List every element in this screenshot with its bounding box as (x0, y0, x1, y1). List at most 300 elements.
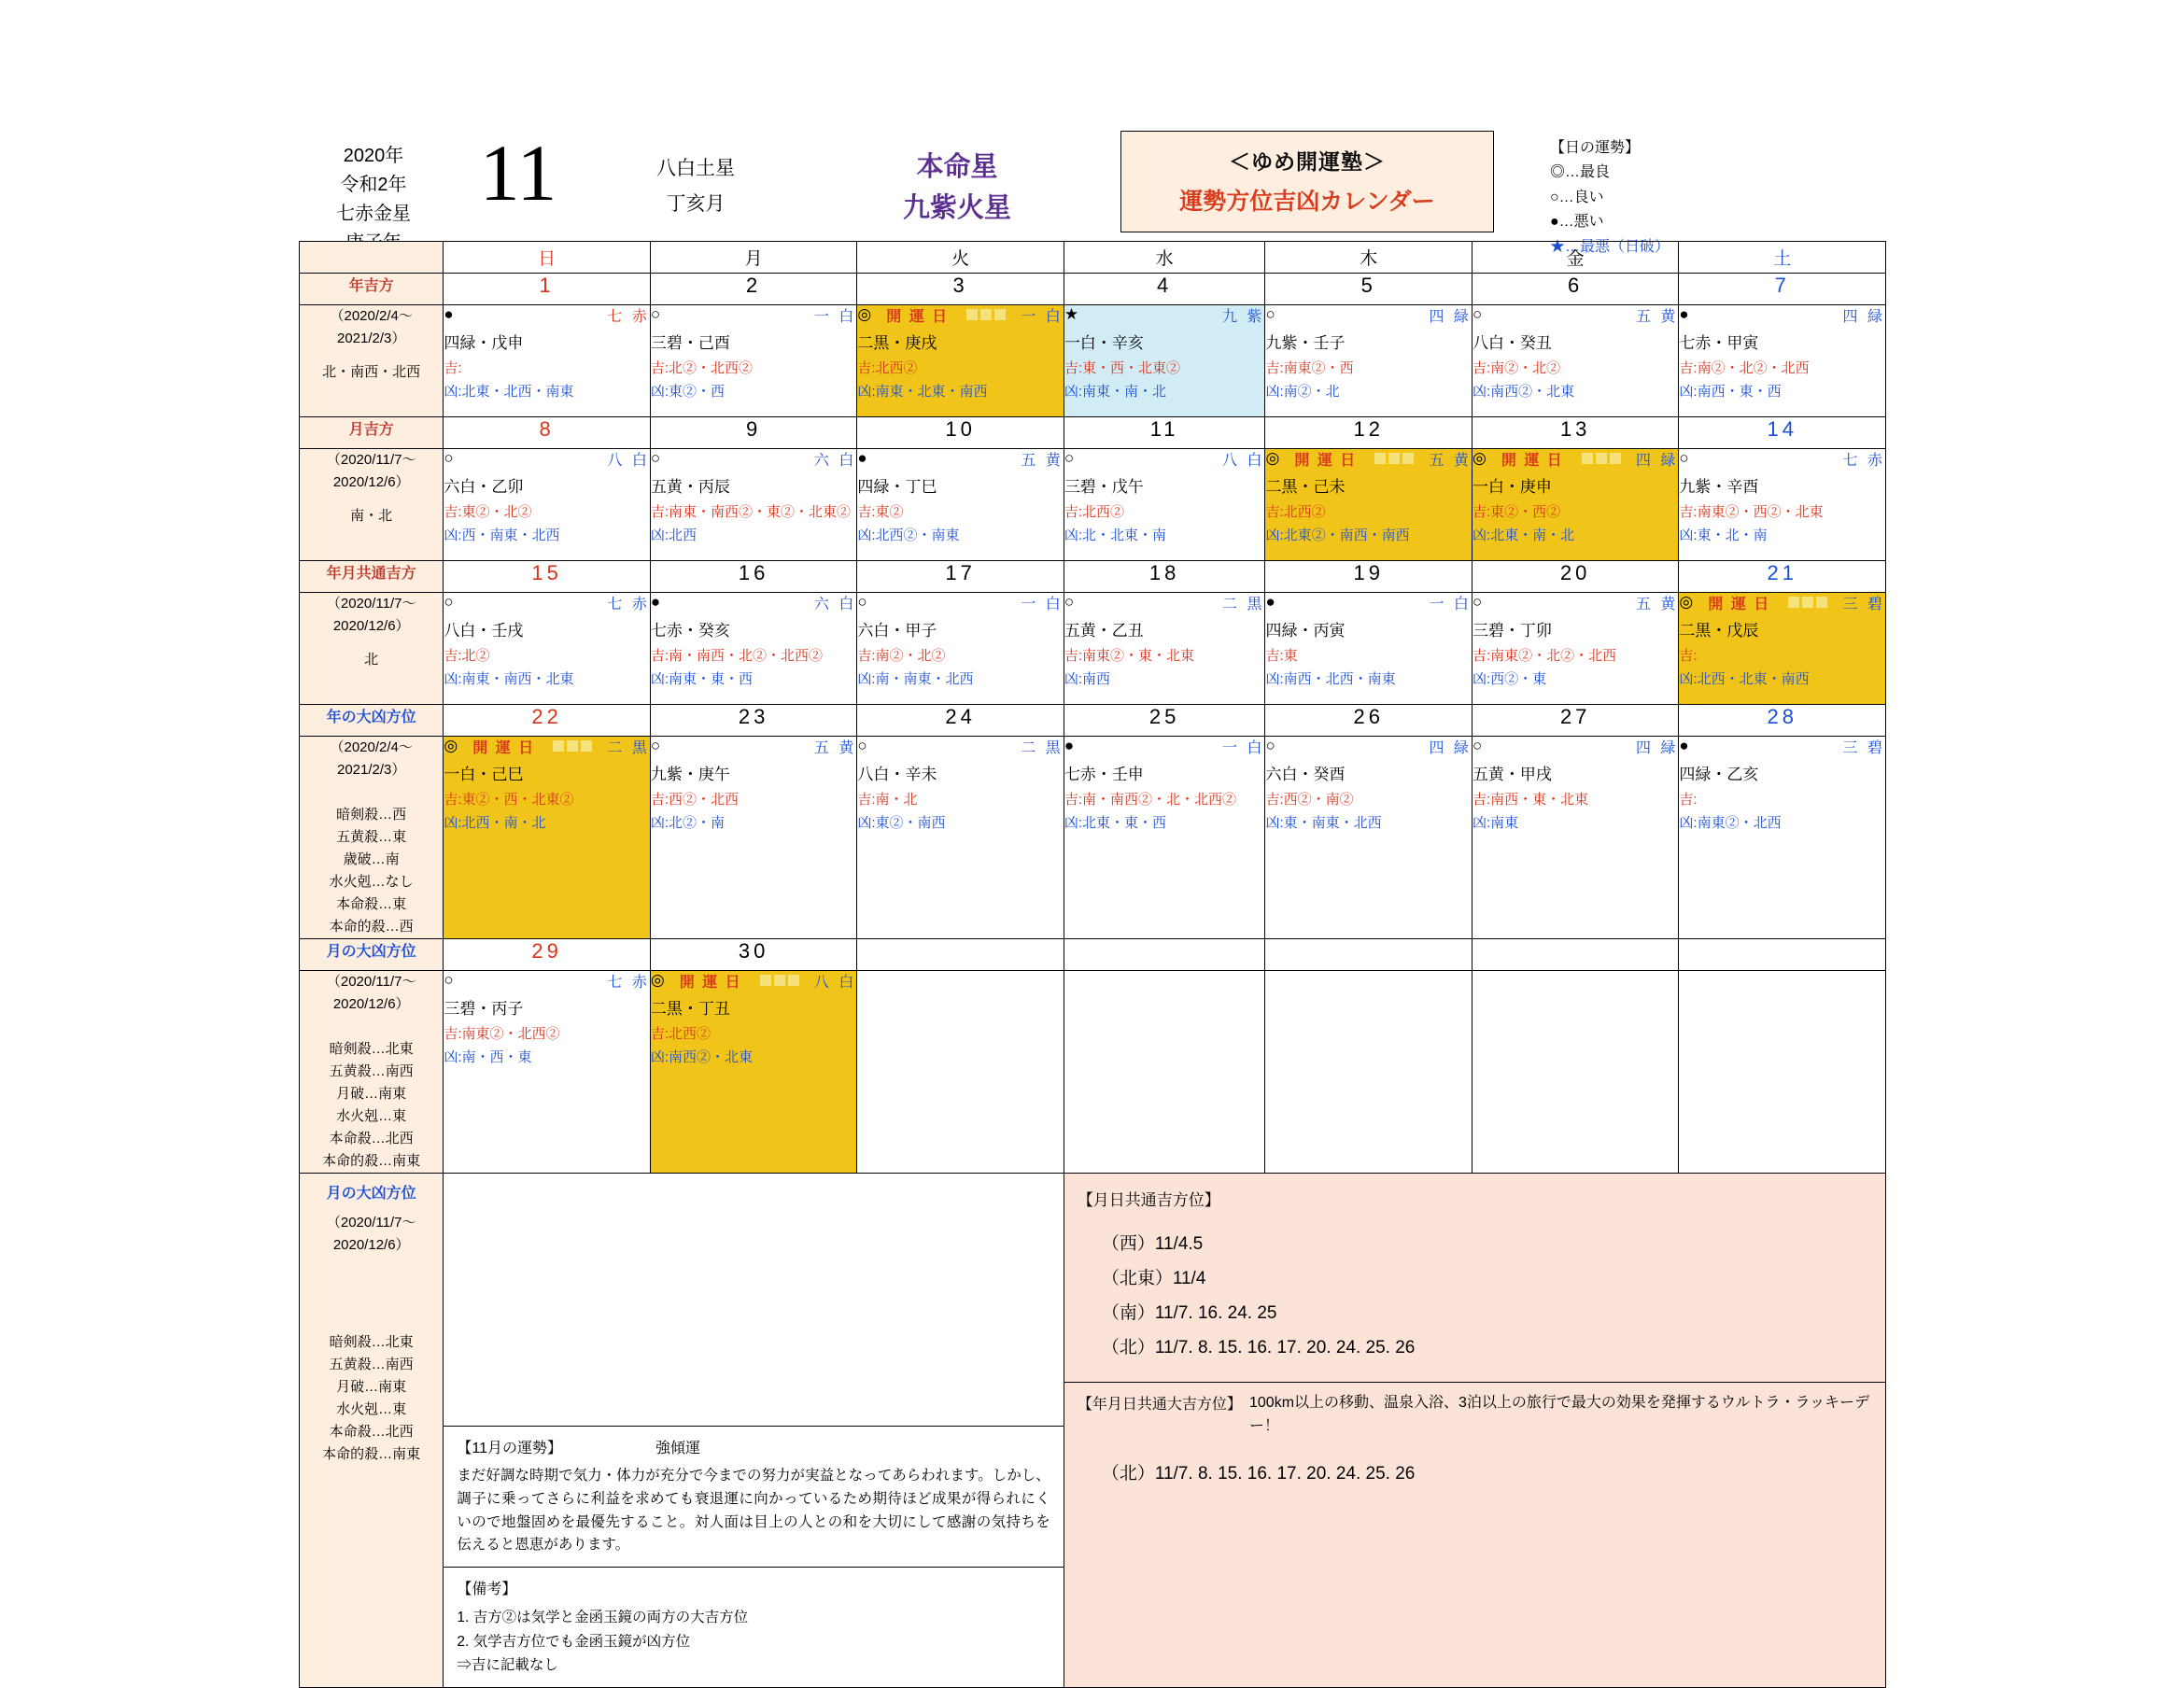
day-kichi: 吉:東② (857, 504, 904, 520)
day-eto: 五黄・甲戌 (1472, 766, 1552, 783)
common-lucky-item-1: （西）11/4.5 (1101, 1234, 1204, 1254)
day-kichi: 吉:南・南西②・北・北西② (1064, 792, 1236, 808)
day-eto: 二黒・庚戌 (857, 334, 937, 352)
day-kyusei: 七 赤 (607, 974, 650, 991)
day-kyo: 凶:北西 (650, 528, 697, 544)
common-lucky-list (1064, 1210, 1885, 1382)
date-row (300, 274, 1886, 305)
date-number: 23 (650, 705, 856, 737)
side-label-line: （2020/11/7～ (326, 1215, 416, 1231)
kaiun-label: 開 運 日 (679, 974, 742, 991)
day-kichi: 吉:西②・南② (1265, 792, 1354, 808)
day-eto: 五黄・丙辰 (650, 478, 730, 496)
day-cell[interactable] (650, 449, 856, 561)
day-kyo: 凶:南西・北西・南東 (1265, 671, 1396, 688)
legend-title: 【日の運勢】 (1550, 140, 1641, 156)
day-kichi: 吉: (444, 360, 462, 376)
day-cell[interactable] (1064, 305, 1265, 417)
day-eto: 八白・壬戌 (444, 622, 524, 640)
side-label-line: 本命殺…北西 (329, 1424, 414, 1440)
dow-sun: 日 (444, 242, 650, 274)
day-fortune-mark: ● (857, 449, 867, 467)
day-kichi: 吉:南②・北② (1472, 360, 1561, 376)
year-line-3: 七赤金星 (336, 204, 411, 224)
bottom-right-panel (1064, 1174, 1885, 1688)
day-cell[interactable] (1472, 593, 1678, 705)
date-number: 11 (1064, 417, 1265, 449)
date-row (300, 417, 1886, 449)
day-eto: 一白・己巳 (444, 766, 524, 783)
day-eto: 四緑・丁巳 (857, 478, 937, 496)
day-cell[interactable] (650, 305, 856, 417)
day-cell[interactable] (1265, 593, 1472, 705)
day-content-row (300, 971, 1886, 1174)
day-cell[interactable] (444, 593, 650, 705)
day-cell[interactable] (444, 305, 650, 417)
day-eto: 四緑・乙亥 (1679, 766, 1759, 783)
day-kyusei: 一 白 (813, 308, 857, 325)
date-number: 15 (444, 561, 650, 593)
day-cell[interactable] (857, 449, 1064, 561)
kaiun-swatches (757, 972, 799, 989)
day-kichi: 吉:東②・西② (1472, 504, 1561, 520)
day-fortune-mark: ○ (444, 971, 454, 989)
day-cell[interactable] (650, 737, 856, 939)
day-kichi: 吉:南②・北②・北西 (1679, 360, 1810, 376)
remarks-line-1: 1. 吉方②は気学と金函玉鏡の両方の大吉方位 (457, 1610, 749, 1626)
day-kyusei: 六 白 (813, 452, 857, 469)
day-fortune-mark: ● (1679, 737, 1689, 754)
day-fortune-mark: ○ (857, 593, 867, 611)
day-kichi: 吉:北②・北西② (650, 360, 754, 376)
date-number: 17 (857, 561, 1064, 593)
monthly-fortune-body: まだ好調な時期で気力・体力が充分で今までの努力が実益となってあらわれます。しかし、調子に乗ってさらに利益を求めても衰退運に向かっているため期待ほど成果が得られにくいので地盤固めを最優先すること。対人面は目上の人との和を大切にして感謝の気持ちを伝えると恩恵があります。 (457, 1468, 1050, 1554)
remarks-line-3: ⇒吉に記載なし (457, 1657, 558, 1674)
honmei-label: 本命星 (916, 152, 998, 182)
side-label-line: 五黄殺…南西 (329, 1357, 414, 1372)
day-content-row (300, 593, 1886, 705)
day-kyo: 凶:東②・西 (650, 384, 726, 401)
day-fortune-mark: ● (650, 593, 661, 611)
day-kyusei: 五 黄 (1635, 308, 1679, 325)
corner-cell (300, 242, 444, 274)
day-kyo: 凶:南東 (1472, 815, 1519, 832)
day-eto: 五黄・乙丑 (1064, 622, 1144, 640)
day-cell[interactable] (1265, 449, 1472, 561)
day-cell[interactable] (444, 737, 650, 939)
day-kyusei: 一 白 (1021, 308, 1064, 325)
common-lucky-item-2: （北東）11/4 (1101, 1269, 1206, 1289)
date-number: 9 (650, 417, 856, 449)
year-line-2: 令和2年 (340, 175, 407, 195)
day-kyusei: 四 緑 (1635, 452, 1679, 469)
day-kyo: 凶:東・北・南 (1679, 528, 1768, 544)
date-number (1472, 939, 1678, 971)
day-eto: 二黒・丁丑 (650, 1000, 730, 1018)
side-label-body-4: （2020/2/4～ 2021/2/3） 暗剣殺…西 五黄殺…東 歳破…南 水火剋…なし 本命殺…東 本命的殺…西 (300, 737, 444, 939)
bottom-left-panel (444, 1174, 1064, 1688)
day-kichi: 吉:北西② (857, 360, 918, 376)
kaiun-label: 開 運 日 (886, 308, 950, 325)
side-label-line: 2020/12/6） (332, 1237, 410, 1253)
day-kichi: 吉:南東②・北西② (444, 1026, 560, 1042)
day-fortune-mark: ○ (1064, 593, 1075, 611)
remarks-line-2: 2. 気学吉方位でも金函玉鏡が凶方位 (457, 1633, 691, 1650)
day-cell-empty[interactable] (857, 971, 1064, 1174)
monthly-fortune-title: 【11月の運勢】 (457, 1441, 562, 1456)
title-line-1: ＜ゆめ開運塾＞ (1229, 149, 1386, 174)
day-fortune-mark: ◎ (1472, 449, 1487, 467)
day-kyusei: 八 白 (813, 974, 857, 991)
day-kyo: 凶:北東・南・北 (1472, 528, 1575, 544)
date-number: 12 (1265, 417, 1472, 449)
day-fortune-mark: ○ (1679, 449, 1689, 467)
month-star-block (588, 131, 803, 222)
day-eto: 三碧・己酉 (650, 334, 730, 352)
common-lucky-item-3: （南）11/7. 16. 24. 25 (1101, 1303, 1277, 1324)
day-cell[interactable] (1064, 449, 1265, 561)
day-kyusei: 三 碧 (1842, 596, 1885, 612)
day-kyusei: 二 黒 (1021, 739, 1064, 756)
day-kyo: 凶:南東・南・北 (1064, 384, 1166, 401)
day-eto: 六白・癸酉 (1265, 766, 1346, 783)
day-eto: 七赤・癸亥 (650, 622, 730, 640)
day-kichi: 吉:南西・東・北東 (1472, 792, 1589, 808)
day-fortune-mark: ○ (444, 449, 454, 467)
day-cell[interactable] (650, 593, 856, 705)
legend-item-bad: ●…悪い (1550, 214, 1604, 231)
day-kyusei: 四 緑 (1429, 739, 1472, 756)
date-number: 16 (650, 561, 856, 593)
date-number: 14 (1679, 417, 1886, 449)
calendar-grid (299, 241, 1886, 1688)
day-cell[interactable] (1679, 737, 1886, 939)
date-number: 1 (444, 274, 650, 305)
dow-fri: 金 (1472, 242, 1678, 274)
date-number: 3 (857, 274, 1064, 305)
honmei-value: 九紫火星 (902, 192, 1011, 223)
day-cell[interactable] (444, 449, 650, 561)
day-cell[interactable] (1472, 737, 1678, 939)
day-kichi: 吉:北西② (1265, 504, 1326, 520)
day-eto: 九紫・辛酉 (1679, 478, 1759, 496)
day-kyusei: 三 碧 (1842, 739, 1885, 756)
day-cell[interactable] (857, 737, 1064, 939)
great-lucky-body: 100km以上の移動、温泉入浴、3泊以上の旅行で最大の効果を発揮するウルトラ・ラッキーデー！ (1249, 1395, 1870, 1434)
date-number: 8 (444, 417, 650, 449)
day-kichi: 吉:南東・南西②・東②・北東② (650, 504, 852, 520)
day-kyusei: 一 白 (1222, 739, 1265, 756)
date-number: 13 (1472, 417, 1678, 449)
day-fortune-mark: ○ (1472, 305, 1483, 323)
day-eto: 二黒・戊辰 (1679, 622, 1759, 640)
side-label-title-3: 年月共通吉方 (300, 561, 444, 593)
day-cell[interactable] (1472, 305, 1678, 417)
side-label-line: 暗剣殺…北東 (329, 1334, 414, 1350)
day-content-row (300, 737, 1886, 939)
day-eto: 三碧・戊午 (1064, 478, 1144, 496)
day-kyo: 凶:南東・東・西 (650, 671, 754, 688)
side-label-line: 月破…南東 (336, 1379, 407, 1395)
day-cell[interactable] (650, 971, 856, 1174)
day-fortune-mark: ○ (1472, 593, 1483, 611)
month-star-line-1: 八白土星 (656, 158, 735, 179)
day-eto: 四緑・丙寅 (1265, 622, 1346, 640)
day-kichi: 吉:南東②・西②・北東 (1679, 504, 1824, 520)
month-number: 11 (479, 128, 557, 218)
date-row (300, 939, 1886, 971)
day-fortune-mark: ○ (444, 593, 454, 611)
date-number: 24 (857, 705, 1064, 737)
date-number: 4 (1064, 274, 1265, 305)
dow-header-row (300, 242, 1886, 274)
day-eto: 九紫・庚午 (650, 766, 730, 783)
day-content-row (300, 449, 1886, 561)
day-fortune-mark: ○ (1265, 305, 1275, 323)
day-kyo: 凶:南西②・北東 (650, 1049, 754, 1066)
day-kyo: 凶:北西・南・北 (444, 815, 546, 832)
title-line-2: 運勢方位吉凶カレンダー (1179, 189, 1435, 215)
bottom-row (300, 1174, 1886, 1688)
day-fortune-mark: ○ (650, 449, 661, 467)
day-kyusei: 一 白 (1429, 596, 1472, 612)
day-kyusei: 一 白 (1021, 596, 1064, 612)
day-cell[interactable] (1472, 449, 1678, 561)
remarks-panel (444, 1567, 1063, 1687)
day-fortune-mark: ○ (1472, 737, 1483, 754)
bottom-left-spacer (444, 1174, 1063, 1426)
day-kyo: 凶:南西・東・西 (1679, 384, 1782, 401)
dow-wed: 水 (1064, 242, 1265, 274)
day-kyusei: 四 緑 (1429, 308, 1472, 325)
day-cell[interactable] (1064, 593, 1265, 705)
day-kyo: 凶:北東②・南西・南西 (1265, 528, 1410, 544)
year-block (299, 131, 448, 258)
day-cell-empty[interactable] (1265, 971, 1472, 1174)
day-kyo: 凶:南・南東・北西 (857, 671, 974, 688)
day-cell[interactable] (1679, 593, 1886, 705)
side-label-title-1: 年吉方 (300, 274, 444, 305)
dow-sat: 土 (1679, 242, 1886, 274)
day-kichi: 吉: (1679, 792, 1698, 808)
kaiun-swatches (1372, 450, 1414, 467)
day-kyusei: 七 赤 (607, 596, 650, 612)
day-eto: 一白・庚申 (1472, 478, 1552, 496)
day-fortune-mark: ○ (1064, 449, 1075, 467)
day-kichi: 吉:東②・西・北東② (444, 792, 574, 808)
day-cell[interactable] (1064, 737, 1265, 939)
day-eto: 七赤・壬申 (1064, 766, 1144, 783)
date-number: 30 (650, 939, 856, 971)
side-label-body-3: （2020/11/7～ 2020/12/6） 北 (300, 593, 444, 705)
date-row (300, 561, 1886, 593)
day-cell[interactable] (1265, 305, 1472, 417)
side-label-month-kyou (300, 1174, 444, 1688)
day-fortune-mark: ★ (1064, 305, 1079, 323)
date-number: 27 (1472, 705, 1678, 737)
day-fortune-mark: ● (1064, 737, 1075, 754)
day-kyo: 凶:西・南東・北西 (444, 528, 560, 544)
page-header (299, 128, 1895, 255)
day-eto: 八白・癸丑 (1472, 334, 1552, 352)
day-cell[interactable] (444, 971, 650, 1174)
date-number (1679, 939, 1886, 971)
day-eto: 三碧・丙子 (444, 1000, 524, 1018)
day-cell-empty[interactable] (1064, 971, 1265, 1174)
legend-item-best: ◎…最良 (1550, 164, 1611, 181)
date-number: 26 (1265, 705, 1472, 737)
day-cell[interactable] (1265, 737, 1472, 939)
side-label-body-2: （2020/11/7～ 2020/12/6） 南・北 (300, 449, 444, 561)
side-label-line: 水火剋…東 (336, 1401, 407, 1417)
day-kichi: 吉:南・北 (857, 792, 918, 808)
day-kyo: 凶:北西・北東・南西 (1679, 671, 1810, 688)
day-kyusei: 九 紫 (1222, 308, 1265, 325)
day-kyusei: 七 赤 (1842, 452, 1885, 469)
day-kichi: 吉:南東②・東・北東 (1064, 648, 1194, 664)
side-label-title-4: 年の大凶方位 (300, 705, 444, 737)
common-lucky-item-4: （北）11/7. 8. 15. 16. 17. 20. 24. 25. 26 (1101, 1338, 1416, 1358)
day-fortune-mark: ○ (857, 737, 867, 754)
side-label-line: 本命的殺…南東 (322, 1446, 421, 1462)
day-kyo: 凶:南西②・北東 (1472, 384, 1575, 401)
day-cell[interactable] (857, 305, 1064, 417)
side-label-title-5: 月の大凶方位 (326, 1186, 416, 1202)
day-kyusei: 八 白 (1222, 452, 1265, 469)
date-number: 28 (1679, 705, 1886, 737)
day-kichi: 吉:北西② (650, 1026, 712, 1042)
monthly-fortune-panel (444, 1426, 1063, 1567)
day-kichi: 吉: (1679, 648, 1698, 664)
day-cell[interactable] (1679, 449, 1886, 561)
day-cell-empty[interactable] (1472, 971, 1678, 1174)
day-kyo: 凶:南・西・東 (444, 1049, 532, 1066)
kaiun-label: 開 運 日 (472, 739, 536, 756)
day-fortune-mark: ◎ (444, 737, 458, 754)
day-fortune-mark: ● (1265, 593, 1275, 611)
day-kyo: 凶:東・南東・北西 (1265, 815, 1382, 832)
day-eto: 七赤・甲寅 (1679, 334, 1759, 352)
day-fortune-mark: ◎ (1265, 449, 1280, 467)
side-label-body-1: （2020/2/4～ 2021/2/3） 北・南西・北西 (300, 305, 444, 417)
dow-thu: 木 (1265, 242, 1472, 274)
date-number: 18 (1064, 561, 1265, 593)
remarks-body (457, 1606, 1050, 1678)
remarks-title: 【備考】 (457, 1582, 517, 1598)
day-kyo: 凶:北西②・南東 (857, 528, 960, 544)
day-fortune-mark: ◎ (1679, 593, 1694, 611)
kaiun-swatches (964, 306, 1006, 323)
date-number: 6 (1472, 274, 1678, 305)
kaiun-label: 開 運 日 (1708, 596, 1771, 612)
date-number: 19 (1265, 561, 1472, 593)
day-kichi: 吉:南②・北② (857, 648, 946, 664)
day-kichi: 吉:東・西・北東② (1064, 360, 1180, 376)
year-line-1: 2020年 (343, 146, 404, 166)
day-fortune-mark: ◎ (857, 305, 872, 323)
honmei-block (803, 131, 1111, 229)
date-number (857, 939, 1064, 971)
day-kyusei: 五 黄 (1429, 452, 1472, 469)
day-eto: 三碧・丁卯 (1472, 622, 1552, 640)
day-kyo: 凶:南②・北 (1265, 384, 1340, 401)
day-kichi: 吉:南東②・北②・北西 (1472, 648, 1617, 664)
day-kyusei: 七 赤 (607, 308, 650, 325)
side-label-title-2: 月吉方 (300, 417, 444, 449)
day-eto: 八白・辛未 (857, 766, 937, 783)
date-number: 10 (857, 417, 1064, 449)
day-eto: 二黒・己未 (1265, 478, 1346, 496)
day-kyo: 凶:南東・北東・南西 (857, 384, 988, 401)
monthly-fortune-subtitle: 強傾運 (655, 1441, 700, 1456)
day-cell[interactable] (857, 593, 1064, 705)
right-divider (1064, 1382, 1885, 1509)
dow-tue: 火 (857, 242, 1064, 274)
day-kyusei: 八 白 (607, 452, 650, 469)
day-fortune-mark: ● (1679, 305, 1689, 323)
day-fortune-mark: ○ (650, 305, 661, 323)
day-kichi: 吉:北西② (1064, 504, 1124, 520)
day-kyusei: 五 黄 (813, 739, 857, 756)
side-label-title-5: 月の大凶方位 (300, 939, 444, 971)
day-cell[interactable] (1679, 305, 1886, 417)
legend-item-worst: ★…最悪（日破） (1550, 238, 1670, 255)
kaiun-label: 開 運 日 (1294, 452, 1358, 469)
date-row (300, 705, 1886, 737)
day-fortune-mark: ○ (650, 737, 661, 754)
day-fortune-mark: ◎ (650, 971, 665, 989)
day-kyo: 凶:南西 (1064, 671, 1110, 688)
day-kyo: 凶:南東・南西・北東 (444, 671, 574, 688)
day-kyo: 凶:北②・南 (650, 815, 726, 832)
kaiun-label: 開 運 日 (1501, 452, 1564, 469)
kaiun-swatches (1785, 594, 1827, 611)
day-eto: 一白・辛亥 (1064, 334, 1144, 352)
great-lucky-dates: （北）11/7. 8. 15. 16. 17. 20. 24. 25. 26 (1101, 1463, 1416, 1484)
day-kyusei: 五 黄 (1635, 596, 1679, 612)
title-box (1120, 131, 1494, 232)
month-star-line-2: 丁亥月 (666, 192, 726, 215)
great-lucky-title: 【年月日共通大吉方位】 (1077, 1397, 1242, 1414)
date-number: 7 (1679, 274, 1886, 305)
day-content-row (300, 305, 1886, 417)
day-kichi: 吉:東②・北② (444, 504, 532, 520)
date-number: 21 (1679, 561, 1886, 593)
date-number: 22 (444, 705, 650, 737)
day-fortune-mark: ○ (1265, 737, 1275, 754)
day-kyo: 凶:西②・東 (1472, 671, 1547, 688)
day-kyusei: 二 黒 (1222, 596, 1265, 612)
date-number: 5 (1265, 274, 1472, 305)
day-kichi: 吉:西②・北西 (650, 792, 740, 808)
day-kyusei: 五 黄 (1021, 452, 1064, 469)
kaiun-swatches (550, 738, 592, 754)
day-kichi: 吉:北② (444, 648, 490, 664)
day-kyusei: 六 白 (813, 596, 857, 612)
date-number (1265, 939, 1472, 971)
day-kyo: 凶:北東・北西・南東 (444, 384, 574, 401)
day-kyo: 凶:北・北東・南 (1064, 528, 1166, 544)
kaiun-swatches (1579, 450, 1621, 467)
day-kyusei: 四 緑 (1635, 739, 1679, 756)
legend-item-good: ○…良い (1550, 189, 1604, 205)
day-cell-empty[interactable] (1679, 971, 1886, 1174)
date-number: 20 (1472, 561, 1678, 593)
day-kyusei: 二 黒 (607, 739, 650, 756)
day-kyo: 凶:東②・南西 (857, 815, 946, 832)
common-lucky-title: 【月日共通吉方位】 (1077, 1191, 1220, 1209)
date-number: 25 (1064, 705, 1265, 737)
